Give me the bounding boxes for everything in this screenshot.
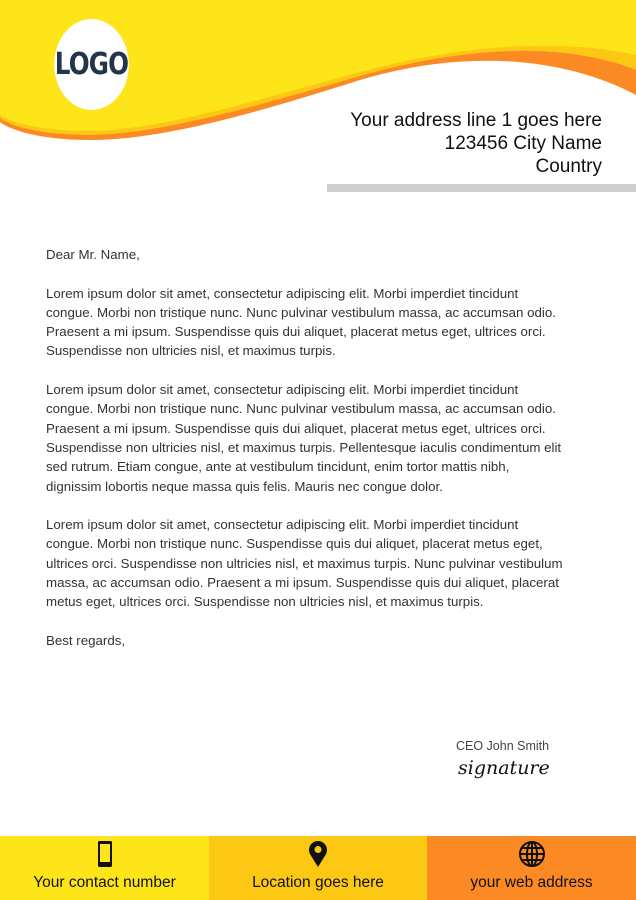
text-line: Praesent a mi ipsum. Suspendisse quis dui aliquet, placerat metus eget, ultrices orci. — [46, 324, 546, 340]
location-pin-icon — [308, 840, 328, 868]
company-address — [350, 109, 602, 178]
text-line: Lorem ipsum dolor sit amet, consectetur adipiscing elit. Morbi imperdiet tincidunt — [46, 517, 519, 533]
paragraph-1 — [46, 284, 563, 361]
text-line: Lorem ipsum dolor sit amet, consectetur adipiscing elit. Morbi imperdiet tincidunt — [46, 285, 519, 301]
text-line: dignissim lobortis neque massa quis felis. Mauris nec congue dolor. — [46, 478, 443, 494]
logo — [54, 19, 129, 110]
text-line: metus eget, ultrices orci. Suspendisse non ultricies nisl, et maximus turpis. — [46, 594, 484, 610]
text-line: Suspendisse non ultricies nisl, et maximus turpis. Pellentesque iaculis condimentum elit — [46, 439, 562, 455]
text-line: Praesent a mi ipsum. Suspendisse quis dui aliquet, placerat metus eget, ultrices orci. — [46, 420, 546, 436]
contact-number: Your contact number — [33, 874, 176, 891]
text-line: Lorem ipsum dolor sit amet, consectetur adipiscing elit. Morbi imperdiet tincidunt — [46, 382, 519, 398]
text-line: sed rutrum. Etiam congue, ante at vestibulum tincidunt, enim tortor mattis nibh, — [46, 459, 510, 475]
text-line: Suspendisse non ultricies nisl, et maximus turpis. — [46, 343, 336, 359]
paragraph-3 — [46, 515, 563, 611]
signature: signature — [458, 757, 550, 779]
web-address: your web address — [470, 874, 593, 891]
location: Location goes here — [252, 874, 384, 891]
letter-body — [46, 245, 563, 670]
address-line-1: Your address line 1 goes here — [350, 110, 602, 131]
phone-icon — [97, 840, 113, 868]
footer-web — [427, 836, 636, 900]
closing: Best regards, — [46, 632, 126, 648]
paragraph-2 — [46, 380, 563, 496]
footer-location — [209, 836, 427, 900]
address-country: Country — [535, 156, 602, 177]
signer-name: CEO John Smith — [456, 739, 550, 753]
text-line: massa, ac accumsan odio. Praesent a mi ipsum. Suspendisse quis dui aliquet, placerat — [46, 575, 559, 591]
text-line: congue. Morbi non tristique nunc. Suspendisse quis dui aliquet, placerat metus eget, — [46, 536, 543, 552]
salutation: Dear Mr. Name, — [46, 247, 140, 262]
logo-text: LOGO — [54, 47, 129, 82]
footer — [0, 836, 636, 900]
address-divider — [327, 184, 636, 192]
text-line: congue. Morbi non tristique nunc. Nunc pulvinar vestibulum massa, ac accumsan odio. — [46, 401, 556, 417]
address-city: 123456 City Name — [444, 133, 602, 154]
text-line: congue. Morbi non tristique nunc. Nunc pulvinar vestibulum massa, ac accumsan odio. — [46, 304, 556, 320]
signature-block — [456, 739, 550, 779]
globe-icon — [518, 840, 546, 868]
footer-contact — [0, 836, 209, 900]
text-line: ultrices orci. Suspendisse non ultricies nisl, et maximus turpis. Nunc pulvinar vestibulum — [46, 555, 563, 571]
